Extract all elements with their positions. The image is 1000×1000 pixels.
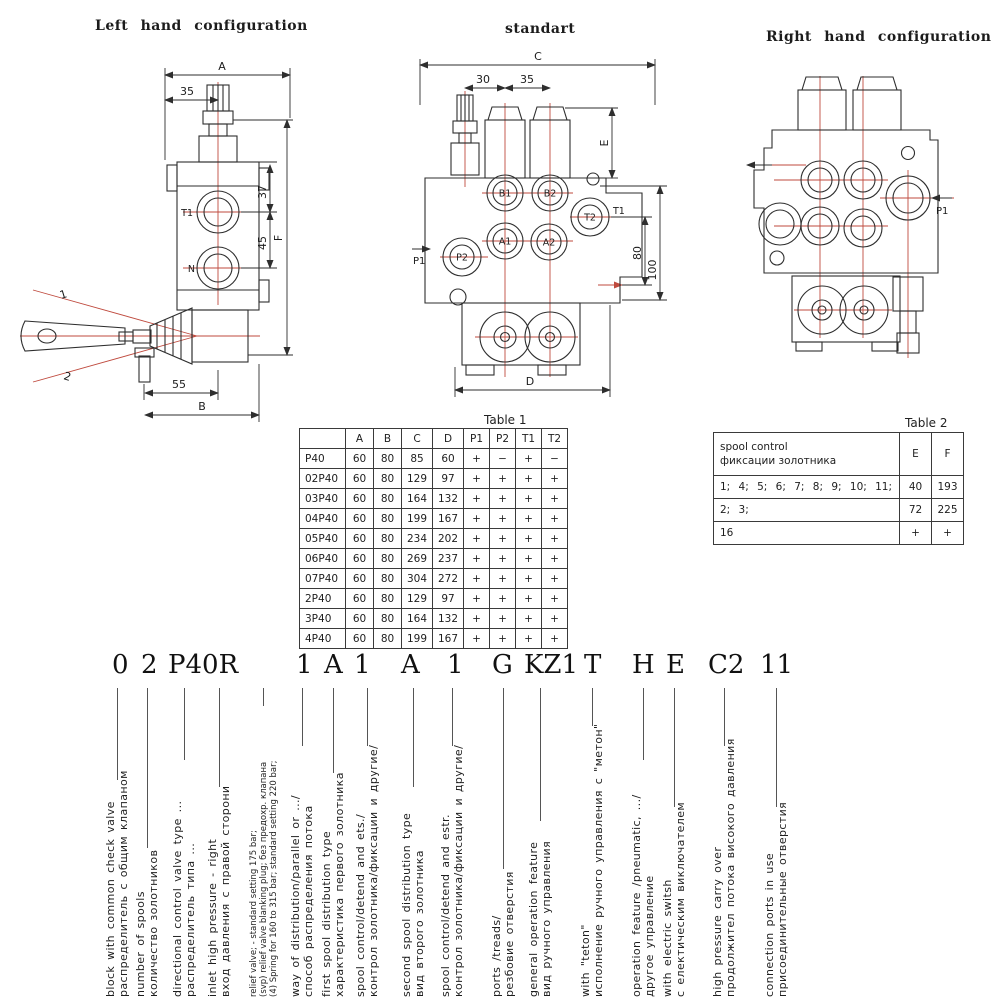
t1-cell: 60 <box>346 569 374 589</box>
t1-cell: 04P40 <box>300 509 346 529</box>
code-label-ru: способ распределения потока <box>302 805 315 997</box>
right-centerlines <box>748 76 954 358</box>
port-p1-label: P1 <box>936 206 949 217</box>
code-label-en: inlet high pressure - right <box>206 838 219 997</box>
right-labels <box>936 206 948 217</box>
dim-a-label: A <box>218 60 226 73</box>
code-label-line: relief valve; - standard setting 175 bar; <box>249 830 259 997</box>
t1-header: D <box>433 429 464 449</box>
table-row <box>714 433 964 476</box>
dim-c-label: C <box>534 50 542 63</box>
t1-cell: + <box>464 549 490 569</box>
table2-caption: Table 2 <box>905 416 948 430</box>
table-row <box>300 589 568 609</box>
order-code-token: KZ1 <box>524 650 579 680</box>
t1-cell: 60 <box>346 549 374 569</box>
code-label-ru: вид второго золотника <box>413 850 426 997</box>
table-row <box>300 549 568 569</box>
code-label <box>439 745 465 997</box>
code-label-en: general operation feature <box>527 841 540 997</box>
dim-35-label: 35 <box>180 85 194 98</box>
t1-cell: 60 <box>346 629 374 649</box>
dim-55-label: 55 <box>172 378 186 391</box>
t1-cell: 97 <box>433 469 464 489</box>
code-label <box>171 801 197 997</box>
code-label-en: first spool distribution type <box>320 830 333 997</box>
t1-header: C <box>402 429 433 449</box>
port-a2-label: A2 <box>542 237 556 249</box>
t1-cell: 02P40 <box>300 469 346 489</box>
table-row <box>714 522 964 545</box>
code-leader-line <box>147 688 148 848</box>
dim-100-label: 100 <box>646 259 659 281</box>
t1-cell: 60 <box>346 609 374 629</box>
lever-pos-1-label: 1 <box>58 287 69 302</box>
dimension-table-1 <box>299 428 568 649</box>
t1-cell: 199 <box>402 629 433 649</box>
dim-30-label: 30 <box>476 73 490 86</box>
t1-cell: 60 <box>346 509 374 529</box>
code-label-ru: характеристика первого золотника <box>333 772 346 997</box>
t1-cell: 132 <box>433 489 464 509</box>
t2-cell: 193 <box>932 476 964 499</box>
code-leader-line <box>413 688 414 787</box>
t1-cell: + <box>490 629 516 649</box>
t1-cell: 05P40 <box>300 529 346 549</box>
dim-45-label: 45 <box>256 236 269 250</box>
code-label <box>661 802 687 997</box>
table-row <box>300 569 568 589</box>
table-row <box>300 629 568 649</box>
t1-cell: 167 <box>433 509 464 529</box>
dim-37-label: 37 <box>256 185 269 199</box>
lever-pos-2-label: 2 <box>62 369 73 384</box>
t1-cell: 4P40 <box>300 629 346 649</box>
code-leader-line <box>333 688 334 773</box>
t1-cell: 80 <box>374 469 402 489</box>
t1-cell: 202 <box>433 529 464 549</box>
t1-cell: 164 <box>402 609 433 629</box>
t2-cell: 40 <box>900 476 932 499</box>
port-b1-label: B1 <box>498 188 512 200</box>
code-label-en: number of spools <box>134 891 147 997</box>
order-code-token: 11 <box>760 650 794 680</box>
t1-cell: + <box>516 509 542 529</box>
code-label-en: spool control/detend and estr. <box>439 814 452 997</box>
t2-cell: 1; 4; 5; 6; 7; 8; 9; 10; 11; <box>714 476 900 499</box>
code-leader-line <box>452 688 453 746</box>
code-label-ru: исполнение ручного управления с "метон" <box>592 723 605 997</box>
t1-cell: 3P40 <box>300 609 346 629</box>
code-label-ru: присоединительные отверстия <box>776 801 789 997</box>
order-code-token: C2 <box>708 650 745 680</box>
t2-cell: 225 <box>932 499 964 522</box>
t1-cell: 199 <box>402 509 433 529</box>
order-code-token: H <box>632 650 655 680</box>
t1-cell: + <box>542 529 568 549</box>
order-code-token: 2 <box>141 650 158 680</box>
code-label <box>104 770 130 997</box>
t1-header: B <box>374 429 402 449</box>
t2-cell: 72 <box>900 499 932 522</box>
code-label <box>630 794 656 997</box>
code-leader-line <box>117 688 118 780</box>
t1-cell: 2P40 <box>300 589 346 609</box>
t1-cell: + <box>542 569 568 589</box>
t2-cell: 16 <box>714 522 900 545</box>
t1-cell: + <box>542 469 568 489</box>
spool-control-table-2 <box>713 432 964 545</box>
t1-cell: + <box>464 509 490 529</box>
t1-cell: 07P40 <box>300 569 346 589</box>
port-p2-label: P2 <box>456 252 468 264</box>
t1-cell: 237 <box>433 549 464 569</box>
center-valve-body <box>412 95 642 375</box>
center-centerlines <box>440 91 622 377</box>
t2-header-f: F <box>932 433 964 476</box>
order-code-token: P40R <box>168 650 239 680</box>
t1-cell: 234 <box>402 529 433 549</box>
t1-cell: + <box>464 589 490 609</box>
t2-cell: + <box>932 522 964 545</box>
t1-cell: + <box>516 469 542 489</box>
code-label-ru: контрол золотника/фиксации и другие/ <box>452 744 465 997</box>
t1-cell: 272 <box>433 569 464 589</box>
code-label <box>527 841 553 997</box>
order-code-token: 1 <box>296 650 313 680</box>
t1-header: T1 <box>516 429 542 449</box>
t1-cell: 80 <box>374 549 402 569</box>
left-dimension-labels <box>58 60 285 413</box>
dim-e-label: E <box>598 139 611 147</box>
code-label <box>490 871 516 997</box>
code-label-relief-valve <box>249 761 279 997</box>
order-code-token: A <box>324 650 343 680</box>
t1-header: T2 <box>542 429 568 449</box>
t1-cell: 167 <box>433 629 464 649</box>
t1-header: P1 <box>464 429 490 449</box>
t1-cell: + <box>542 589 568 609</box>
center-drawing-title: standart <box>505 21 576 37</box>
t2-cell: 2; 3; <box>714 499 900 522</box>
t1-cell: − <box>542 449 568 469</box>
code-label-en: high pressure carry over <box>711 846 724 997</box>
right-valve-drawing <box>742 58 957 378</box>
t1-cell: + <box>490 609 516 629</box>
t1-cell: 132 <box>433 609 464 629</box>
dim-d-label: D <box>525 375 535 388</box>
order-code-token: E <box>666 650 685 680</box>
t1-cell: 80 <box>374 629 402 649</box>
code-label-en: block with common check valve <box>104 801 117 997</box>
t1-cell: 60 <box>346 449 374 469</box>
t1-cell: 60 <box>346 489 374 509</box>
t1-header: A <box>346 429 374 449</box>
order-code-token: 1 <box>354 650 371 680</box>
code-label <box>206 786 232 997</box>
code-leader-line <box>184 688 185 760</box>
t1-cell: 304 <box>402 569 433 589</box>
code-leader-line <box>503 688 504 869</box>
table-row <box>300 489 568 509</box>
t1-cell: 60 <box>433 449 464 469</box>
t1-cell: 80 <box>374 509 402 529</box>
t1-cell: 60 <box>346 529 374 549</box>
code-label <box>579 724 605 997</box>
t1-cell: 03P40 <box>300 489 346 509</box>
t2-cell: + <box>900 522 932 545</box>
dim-b-label: B <box>198 400 206 413</box>
code-leader-line <box>776 688 777 807</box>
left-dimension-lines <box>144 68 293 422</box>
t1-cell: 164 <box>402 489 433 509</box>
t1-cell: 97 <box>433 589 464 609</box>
t1-cell: + <box>464 569 490 589</box>
code-label-ru: другое управление <box>643 875 656 997</box>
code-leader-line <box>367 688 368 746</box>
code-leader-line <box>540 688 541 821</box>
dim-35-label: 35 <box>520 73 534 86</box>
dim-80-label: 80 <box>631 246 644 260</box>
t1-cell: + <box>542 509 568 529</box>
code-leader-line <box>219 688 220 787</box>
t1-cell: 129 <box>402 589 433 609</box>
code-label-ru: резбовие отверстия <box>503 871 516 997</box>
t1-cell: + <box>490 569 516 589</box>
t1-cell: + <box>490 529 516 549</box>
code-leader-line <box>643 688 644 760</box>
table-row <box>300 469 568 489</box>
code-label-ru: вид ручного управления <box>540 840 553 997</box>
code-label-ru: контрол золотника/фиксации и другие/ <box>367 744 380 997</box>
code-label <box>354 745 380 997</box>
t1-cell: 60 <box>346 589 374 609</box>
code-label-line: (svp) relief valve blanking plug; без предохр. клапана <box>259 761 269 997</box>
port-n-label: N <box>187 264 195 275</box>
code-label-ru: распределитель типа ... <box>184 842 197 997</box>
t1-cell: + <box>490 589 516 609</box>
t1-cell: + <box>516 629 542 649</box>
left-drawing-title: Left hand configuration <box>95 18 308 34</box>
t1-cell: + <box>516 449 542 469</box>
port-a1-label: A1 <box>498 236 512 248</box>
table-row <box>300 609 568 629</box>
t1-cell: + <box>464 609 490 629</box>
t1-cell: + <box>464 489 490 509</box>
t1-cell: + <box>490 549 516 569</box>
code-label <box>134 850 160 997</box>
t1-cell: + <box>464 629 490 649</box>
right-drawing-title: Right hand configuration <box>766 29 992 45</box>
t1-cell: + <box>516 529 542 549</box>
order-code-token: G <box>492 650 513 680</box>
t1-cell: 129 <box>402 469 433 489</box>
code-label-en: directional control valve type ... <box>171 800 184 997</box>
t1-cell: + <box>542 629 568 649</box>
code-label <box>400 813 426 997</box>
t1-cell: 85 <box>402 449 433 469</box>
t2-header-desc <box>714 433 900 476</box>
t1-cell: 80 <box>374 609 402 629</box>
center-valve-drawing <box>410 45 680 415</box>
t1-cell: + <box>464 469 490 489</box>
code-label-ru: количество золотников <box>147 849 160 997</box>
t1-cell: 80 <box>374 529 402 549</box>
table-row <box>300 529 568 549</box>
code-label-en: ports /treads/ <box>490 915 503 997</box>
code-label-en: way of distribution/parallel or .../ <box>289 795 302 997</box>
t1-header: P2 <box>490 429 516 449</box>
table1-caption: Table 1 <box>484 413 527 427</box>
t2-header-e: E <box>900 433 932 476</box>
port-b2-label: B2 <box>543 188 557 200</box>
dim-f-label: F <box>272 234 285 242</box>
t1-cell: 80 <box>374 489 402 509</box>
table-row <box>300 429 568 449</box>
port-t1-label: T1 <box>613 206 625 217</box>
t1-cell: 80 <box>374 569 402 589</box>
code-label <box>320 772 346 997</box>
code-label-en: with electric switsh <box>661 879 674 997</box>
t1-cell: + <box>490 489 516 509</box>
code-leader-line <box>263 688 264 706</box>
t1-cell: + <box>542 609 568 629</box>
t1-cell: 269 <box>402 549 433 569</box>
code-label <box>711 738 737 997</box>
t2-header-desc-en: spool control <box>720 441 788 453</box>
t1-cell: 06P40 <box>300 549 346 569</box>
right-valve-body <box>747 77 952 353</box>
code-leader-line <box>592 688 593 726</box>
code-label-ru: с електическим виключателем <box>674 801 687 997</box>
table-row <box>300 509 568 529</box>
t1-cell: + <box>516 589 542 609</box>
code-label-ru: распределитель с общим клапаном <box>117 770 130 997</box>
left-valve-drawing <box>15 40 315 425</box>
table-row <box>714 476 964 499</box>
t1-cell: + <box>516 609 542 629</box>
t1-cell: 60 <box>346 469 374 489</box>
t1-cell: + <box>464 529 490 549</box>
port-p1-label: P1 <box>413 256 426 267</box>
t1-cell: + <box>490 469 516 489</box>
code-label-en: second spool distribution type <box>400 812 413 997</box>
code-label-line: (4) Spring for 160 to 315 bar; standard setting 220 bar; <box>269 760 279 997</box>
left-valve-body <box>21 85 269 382</box>
t1-cell: + <box>542 489 568 509</box>
code-label-en: spool control/detend and ets./ <box>354 813 367 997</box>
code-label-ru: вход давления с правой сторони <box>219 785 232 997</box>
code-label-en: operation feature /pneumatic, .../ <box>630 794 643 997</box>
code-leader-line <box>674 688 675 807</box>
t1-cell: 80 <box>374 589 402 609</box>
code-leader-line <box>302 688 303 746</box>
t1-cell: + <box>490 509 516 529</box>
order-code-token: 1 <box>447 650 464 680</box>
t1-cell: + <box>516 549 542 569</box>
t1-cell: P40 <box>300 449 346 469</box>
t2-header-desc-ru: фиксации золотника <box>720 455 837 467</box>
code-label-en: with "teton" <box>579 924 592 997</box>
t1-cell: − <box>490 449 516 469</box>
table-row <box>300 449 568 469</box>
t1-cell: + <box>542 549 568 569</box>
code-label <box>763 802 789 997</box>
t1-cell: 80 <box>374 449 402 469</box>
table-row <box>714 499 964 522</box>
order-code-token: T <box>584 650 602 680</box>
t1-header <box>300 429 346 449</box>
code-label-en: connection ports in use <box>763 852 776 997</box>
code-label-ru: продолжител потока високого давления <box>724 738 737 997</box>
t1-cell: + <box>464 449 490 469</box>
code-label <box>289 795 315 997</box>
order-code-token: 0 <box>112 650 129 680</box>
order-code-token: A <box>401 650 420 680</box>
port-t2-label: T2 <box>584 212 596 224</box>
t1-cell: + <box>516 569 542 589</box>
port-t1-label: T1 <box>181 208 193 219</box>
t1-cell: + <box>516 489 542 509</box>
